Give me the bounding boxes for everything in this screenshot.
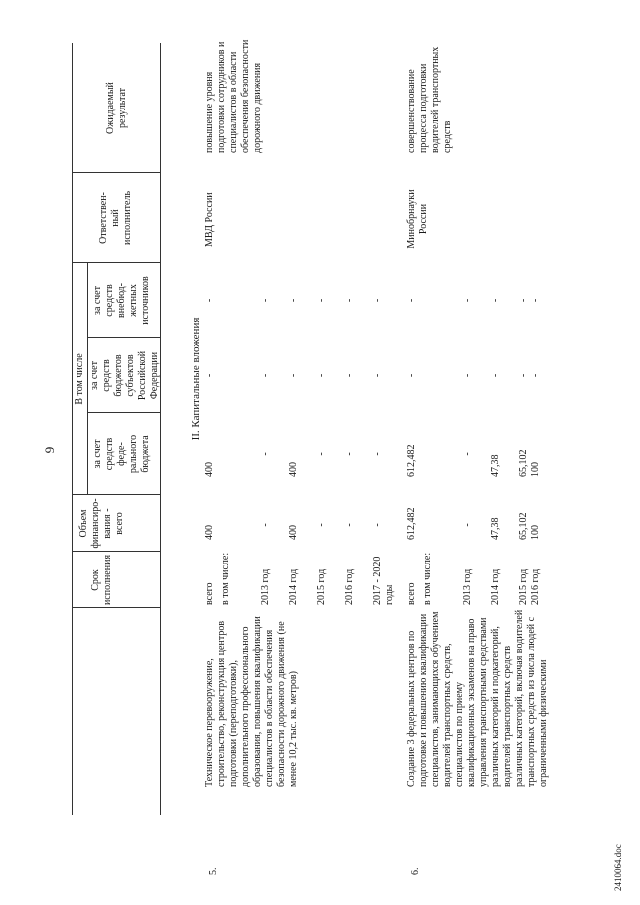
header-bottom-line: [160, 43, 161, 815]
term-cell: 2016 год: [530, 568, 541, 605]
row-number: 5.: [208, 867, 219, 875]
footer-doc-code: 2410064.doc: [613, 844, 623, 891]
total-cell: -: [344, 523, 355, 527]
header-executor: Ответствен- ный исполнитель: [98, 190, 133, 246]
header-term: Срок исполнения: [90, 554, 113, 606]
row-number: 6.: [410, 867, 421, 875]
regional-cell: -: [406, 373, 417, 378]
federal-cell: 400: [204, 462, 215, 477]
header-regional: за счет средств бюджетов субъектов Российской Федерации: [89, 350, 160, 401]
header-total: Объем финансиро- вания - всего: [78, 498, 125, 549]
offbudget-cell: -: [530, 298, 541, 303]
header-top-line: [72, 43, 73, 815]
regional-cell: -: [260, 373, 271, 378]
federal-cell: 65,102: [518, 449, 529, 477]
row-name: Техническое перевооружение, строительство, реконструкция центров подготовки (переподготовки), дополнительного профессионального образования, повышения квалификации специалистов в области обеспечения безопасности дорожного движения (не менее 10,2 тыс. кв. метров): [204, 616, 299, 787]
total-cell: 65,102: [518, 512, 529, 540]
offbudget-cell: -: [372, 298, 383, 303]
row-result: совершенствование процесса подготовки водителей транспортных средств: [406, 46, 453, 153]
offbudget-cell: -: [316, 298, 327, 303]
term-cell: в том числе:: [220, 552, 231, 605]
term-cell: 2015 год: [316, 568, 327, 605]
regional-cell: -: [344, 373, 355, 378]
regional-cell: -: [490, 373, 501, 378]
header-offbudget: за счет средств внебюд- жетных источников: [92, 276, 151, 325]
term-cell: 2015 год: [518, 568, 529, 605]
offbudget-cell: -: [490, 298, 501, 303]
row-name: Создание 3 федеральных центров по подготовке и повышению квалификации специалистов, занимающихся обучением водителей транспортных средств, специалистов по приему квалификационных экзаменов на право управления транспортными средствами различных категорий и подкатегорий, водителей транспортных средств различных категорий, включая водителей транспортных средств из числа людей с ограниченными физическими: [406, 609, 549, 787]
offbudget-cell: -: [288, 298, 299, 303]
term-cell: 2014 год: [288, 568, 299, 605]
in-total-line: [87, 263, 88, 495]
federal-cell: -: [316, 452, 327, 456]
federal-cell: -: [344, 452, 355, 456]
federal-cell: 612,482: [406, 444, 417, 477]
regional-cell: -: [372, 373, 383, 378]
federal-cell: 400: [288, 462, 299, 477]
total-cell: -: [316, 523, 327, 527]
header-in-total: В том числе: [74, 353, 85, 405]
offbudget-cell: -: [344, 298, 355, 303]
regional-cell: -: [518, 373, 529, 378]
federal-cell: 47,38: [490, 454, 501, 477]
offbudget-cell: -: [518, 298, 529, 303]
federal-cell: -: [372, 452, 383, 456]
regional-cell: -: [316, 373, 327, 378]
offbudget-cell: -: [462, 298, 473, 303]
regional-cell: -: [288, 373, 299, 378]
regional-cell: -: [530, 373, 541, 378]
row-result: повышение уровня подготовки сотрудников и специалистов в области обеспечения безопасности дорожного движения: [204, 39, 263, 153]
federal-cell: -: [462, 452, 473, 456]
header-result: Ожидаемый результат: [105, 82, 128, 134]
offbudget-cell: -: [260, 298, 271, 303]
term-cell: всего: [406, 582, 417, 605]
total-cell: 400: [204, 525, 215, 540]
term-cell: 2013 год: [260, 568, 271, 605]
term-cell: 2017 - 2020 годы: [372, 556, 395, 605]
term-cell: 2016 год: [344, 568, 355, 605]
row-executor: МВД России: [204, 192, 215, 247]
header-federal: за счет средств феде- рального бюджета: [92, 434, 151, 474]
federal-cell: -: [260, 452, 271, 456]
row-executor: Минобрнауки России: [406, 189, 429, 249]
term-cell: в том числе:: [422, 552, 433, 605]
page-number: 9: [42, 446, 57, 454]
col-divider-1: [72, 607, 160, 608]
offbudget-cell: -: [204, 298, 215, 303]
regional-cell: -: [462, 373, 473, 378]
total-cell: 100: [530, 525, 541, 540]
term-cell: 2013 год: [462, 568, 473, 605]
total-cell: 400: [288, 525, 299, 540]
federal-cell: 100: [530, 462, 541, 477]
total-cell: -: [372, 523, 383, 527]
total-cell: 47,38: [490, 517, 501, 540]
term-cell: всего: [204, 582, 215, 605]
total-cell: 612,482: [406, 507, 417, 540]
offbudget-cell: -: [406, 298, 417, 303]
regional-cell: -: [204, 373, 215, 378]
total-cell: -: [462, 523, 473, 527]
section-title: II. Капитальные вложения: [190, 317, 202, 441]
total-cell: -: [260, 523, 271, 527]
term-cell: 2014 год: [490, 568, 501, 605]
